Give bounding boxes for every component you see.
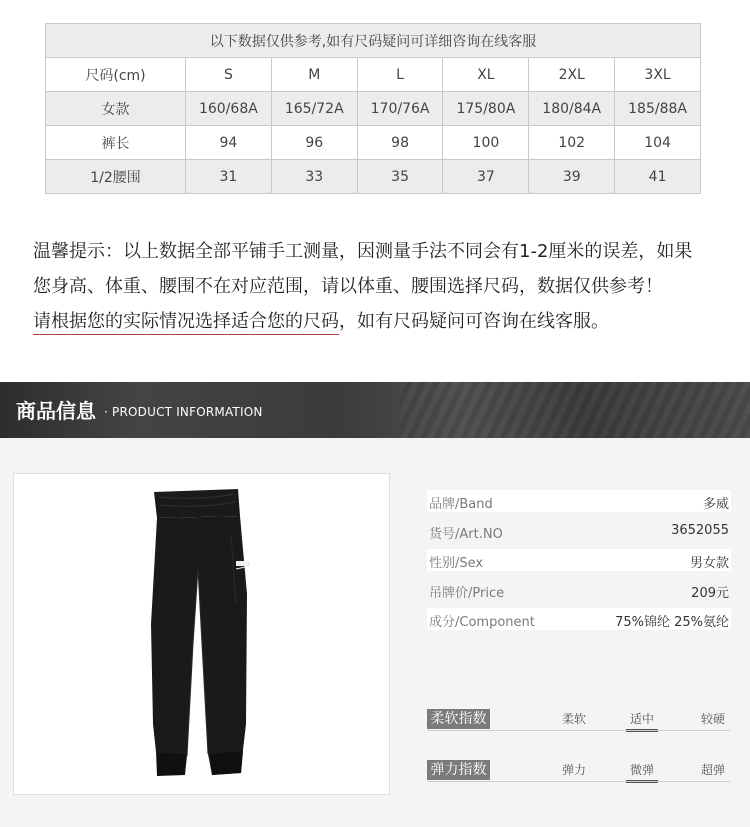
elasticity-option: 超弹: [701, 763, 726, 777]
softness-index-label: 柔软指数: [427, 709, 490, 729]
info-key: 吊牌价/Price: [429, 585, 505, 601]
softness-index: [427, 709, 730, 731]
info-key: 货号/Art.NO: [429, 526, 503, 542]
table-cell: 裤长: [46, 126, 186, 160]
table-cell: 1/2腰围: [46, 160, 186, 194]
banner-subtitle: · PRODUCT INFORMATION: [104, 405, 263, 419]
product-photo: [13, 473, 390, 795]
elasticity-index-label: 弹力指数: [427, 760, 490, 780]
header-cell: S: [186, 58, 272, 92]
table-cell: 98: [357, 126, 443, 160]
softness-option-selected: 适中: [630, 712, 655, 726]
header-cell: L: [357, 58, 443, 92]
elasticity-scale-line: [427, 781, 730, 782]
header-cell: 尺码(cm): [46, 58, 186, 92]
table-row: [46, 126, 701, 160]
header-cell: XL: [443, 58, 529, 92]
tips-line: 您身高、体重、腰围不在对应范围，请以体重、腰围选择尺码，数据仅供参考！: [33, 276, 663, 297]
table-cell: 37: [443, 160, 529, 194]
size-table: [45, 23, 701, 194]
product-info-list: [427, 490, 731, 638]
table-cell: 100: [443, 126, 529, 160]
table-cell: 165/72A: [271, 92, 357, 126]
info-row-price: [427, 579, 731, 601]
tips-line-rest: ，如有尺码疑问可咨询在线客服。: [339, 311, 609, 332]
table-cell: 33: [271, 160, 357, 194]
table-cell: 175/80A: [443, 92, 529, 126]
info-key: 性别/Sex: [429, 556, 484, 571]
softness-option: 柔软: [562, 712, 587, 726]
softness-scale-line: [427, 730, 730, 731]
table-cell: 94: [186, 126, 272, 160]
product-section: [0, 438, 750, 827]
table-cell: 女款: [46, 92, 186, 126]
pants-image: [14, 474, 389, 794]
elasticity-index: [427, 760, 730, 782]
tips-line: 温馨提示：以上数据全部平铺手工测量，因测量手法不同会有1-2厘米的误差，如果: [33, 241, 693, 262]
info-value: 3652055: [671, 522, 729, 538]
header-cell: M: [271, 58, 357, 92]
info-key: 品牌/Band: [429, 497, 493, 512]
table-cell: 102: [529, 126, 615, 160]
info-value: 75%锦纶 25%氨纶: [615, 615, 729, 630]
header-cell: 2XL: [529, 58, 615, 92]
size-table-header-row: [46, 58, 701, 92]
table-row: [46, 160, 701, 194]
table-cell: 35: [357, 160, 443, 194]
table-cell: 31: [186, 160, 272, 194]
info-value: 209元: [691, 585, 729, 601]
table-cell: 96: [271, 126, 357, 160]
info-value: 男女款: [689, 556, 729, 571]
info-key: 成分/Component: [429, 615, 535, 630]
table-cell: 170/76A: [357, 92, 443, 126]
info-value: 多威: [702, 497, 729, 512]
banner-texture: [400, 382, 750, 438]
info-row-art-no: [427, 520, 731, 542]
info-row-sex: [427, 549, 731, 571]
header-cell: 3XL: [615, 58, 701, 92]
table-row: [46, 92, 701, 126]
elasticity-option: 弹力: [562, 763, 587, 777]
info-row-brand: [427, 490, 731, 512]
softness-option: 较硬: [701, 712, 726, 726]
table-cell: 185/88A: [615, 92, 701, 126]
table-cell: 104: [615, 126, 701, 160]
table-cell: 160/68A: [186, 92, 272, 126]
size-table-caption: 以下数据仅供参考,如有尺码疑问可详细咨询在线客服: [46, 24, 701, 58]
tips-underlined-text: 请根据您的实际情况选择适合您的尺码: [33, 311, 339, 335]
banner-title: 商品信息: [16, 399, 96, 423]
tips-line: [33, 304, 733, 339]
table-cell: 39: [529, 160, 615, 194]
table-cell: 180/84A: [529, 92, 615, 126]
table-cell: 41: [615, 160, 701, 194]
info-row-component: [427, 608, 731, 630]
size-tips: [33, 234, 733, 339]
product-info-banner: [0, 382, 750, 438]
elasticity-option-selected: 微弹: [630, 763, 655, 777]
